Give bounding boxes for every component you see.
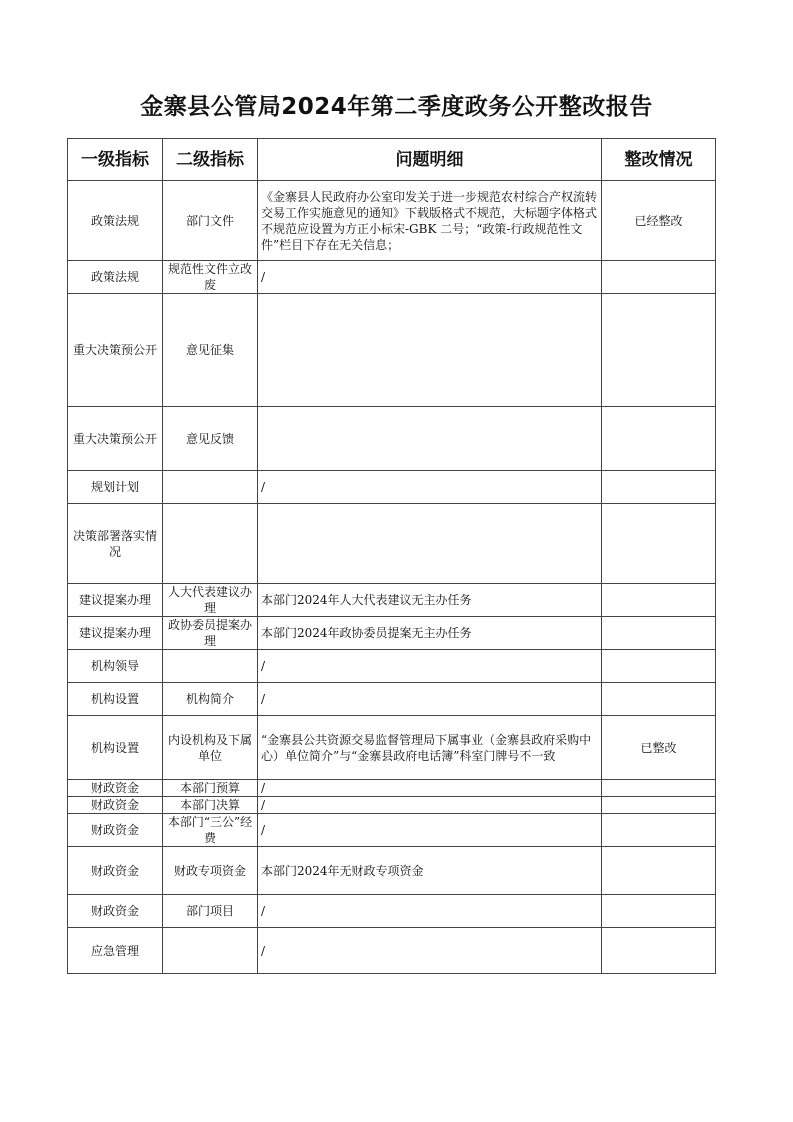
cell-status <box>602 650 716 683</box>
header-level1: 一级指标 <box>68 139 163 181</box>
cell-detail: / <box>258 780 602 797</box>
cell-level2 <box>163 471 258 504</box>
header-row <box>68 139 716 181</box>
cell-level2: 财政专项资金 <box>163 847 258 895</box>
cell-status: 已整改 <box>602 716 716 780</box>
cell-level1: 政策法规 <box>68 261 163 294</box>
table-row <box>68 294 716 407</box>
table-row <box>68 261 716 294</box>
cell-status <box>602 847 716 895</box>
cell-level1: 财政资金 <box>68 847 163 895</box>
table-row <box>68 650 716 683</box>
cell-level1: 机构领导 <box>68 650 163 683</box>
cell-detail: / <box>258 814 602 847</box>
cell-detail: “金寨县公共资源交易监督管理局下属事业（金寨县政府采购中心）单位简介”与“金寨县政府电话簿”科室门牌号不一致 <box>258 716 602 780</box>
cell-status: 已经整改 <box>602 181 716 261</box>
cell-level1: 财政资金 <box>68 814 163 847</box>
header-level2: 二级指标 <box>163 139 258 181</box>
cell-level1: 建议提案办理 <box>68 584 163 617</box>
cell-level1: 重大决策预公开 <box>68 407 163 471</box>
cell-level2: 部门文件 <box>163 181 258 261</box>
cell-level2: 部门项目 <box>163 895 258 928</box>
cell-detail: / <box>258 650 602 683</box>
cell-level1: 机构设置 <box>68 683 163 716</box>
table-row <box>68 617 716 650</box>
table-row <box>68 797 716 814</box>
cell-detail: 《金寨县人民政府办公室印发关于进一步规范农村综合产权流转交易工作实施意见的通知》下载版格式不规范，大标题字体格式不规范应设置为方正小标宋-GBK 二号；“政策-行政规范性文件”栏目下存在无关信息； <box>258 181 602 261</box>
cell-level2: 内设机构及下属单位 <box>163 716 258 780</box>
cell-level1: 应急管理 <box>68 928 163 974</box>
cell-level1: 规划计划 <box>68 471 163 504</box>
table-row <box>68 584 716 617</box>
cell-detail: / <box>258 895 602 928</box>
cell-detail: 本部门2024年人大代表建议无主办任务 <box>258 584 602 617</box>
table-row <box>68 471 716 504</box>
header-status: 整改情况 <box>602 139 716 181</box>
table-row <box>68 683 716 716</box>
table-row <box>68 504 716 584</box>
cell-status <box>602 584 716 617</box>
table-row <box>68 407 716 471</box>
cell-detail: / <box>258 797 602 814</box>
cell-level2 <box>163 928 258 974</box>
cell-status <box>602 504 716 584</box>
cell-level2: 本部门决算 <box>163 797 258 814</box>
cell-status <box>602 928 716 974</box>
cell-status <box>602 814 716 847</box>
cell-status <box>602 294 716 407</box>
cell-status <box>602 617 716 650</box>
cell-status <box>602 471 716 504</box>
cell-level2: 意见反馈 <box>163 407 258 471</box>
cell-level1: 决策部署落实情况 <box>68 504 163 584</box>
cell-detail: / <box>258 928 602 974</box>
cell-detail: / <box>258 261 602 294</box>
cell-level2 <box>163 504 258 584</box>
table-row <box>68 928 716 974</box>
cell-level2: 意见征集 <box>163 294 258 407</box>
cell-level2 <box>163 650 258 683</box>
header-detail: 问题明细 <box>258 139 602 181</box>
report-table <box>67 138 716 974</box>
table-row <box>68 814 716 847</box>
cell-status <box>602 895 716 928</box>
cell-status <box>602 683 716 716</box>
table-row <box>68 181 716 261</box>
cell-level1: 政策法规 <box>68 181 163 261</box>
cell-detail <box>258 504 602 584</box>
cell-detail <box>258 294 602 407</box>
cell-level2: 本部门“三公”经费 <box>163 814 258 847</box>
cell-detail: 本部门2024年无财政专项资金 <box>258 847 602 895</box>
cell-detail: / <box>258 683 602 716</box>
table-row <box>68 780 716 797</box>
table-row <box>68 895 716 928</box>
cell-level2: 政协委员提案办理 <box>163 617 258 650</box>
table-row <box>68 716 716 780</box>
table-row <box>68 847 716 895</box>
cell-level2: 规范性文件立改废 <box>163 261 258 294</box>
cell-level2: 机构简介 <box>163 683 258 716</box>
cell-level2: 本部门预算 <box>163 780 258 797</box>
cell-level1: 财政资金 <box>68 780 163 797</box>
cell-status <box>602 780 716 797</box>
cell-level1: 财政资金 <box>68 797 163 814</box>
cell-status <box>602 797 716 814</box>
cell-status <box>602 407 716 471</box>
cell-detail <box>258 407 602 471</box>
cell-detail: 本部门2024年政协委员提案无主办任务 <box>258 617 602 650</box>
cell-level1: 建议提案办理 <box>68 617 163 650</box>
page-title: 金寨县公管局2024年第二季度政务公开整改报告 <box>140 94 653 120</box>
cell-level1: 财政资金 <box>68 895 163 928</box>
cell-level1: 机构设置 <box>68 716 163 780</box>
cell-level2: 人大代表建议办理 <box>163 584 258 617</box>
cell-level1: 重大决策预公开 <box>68 294 163 407</box>
cell-status <box>602 261 716 294</box>
cell-detail: / <box>258 471 602 504</box>
